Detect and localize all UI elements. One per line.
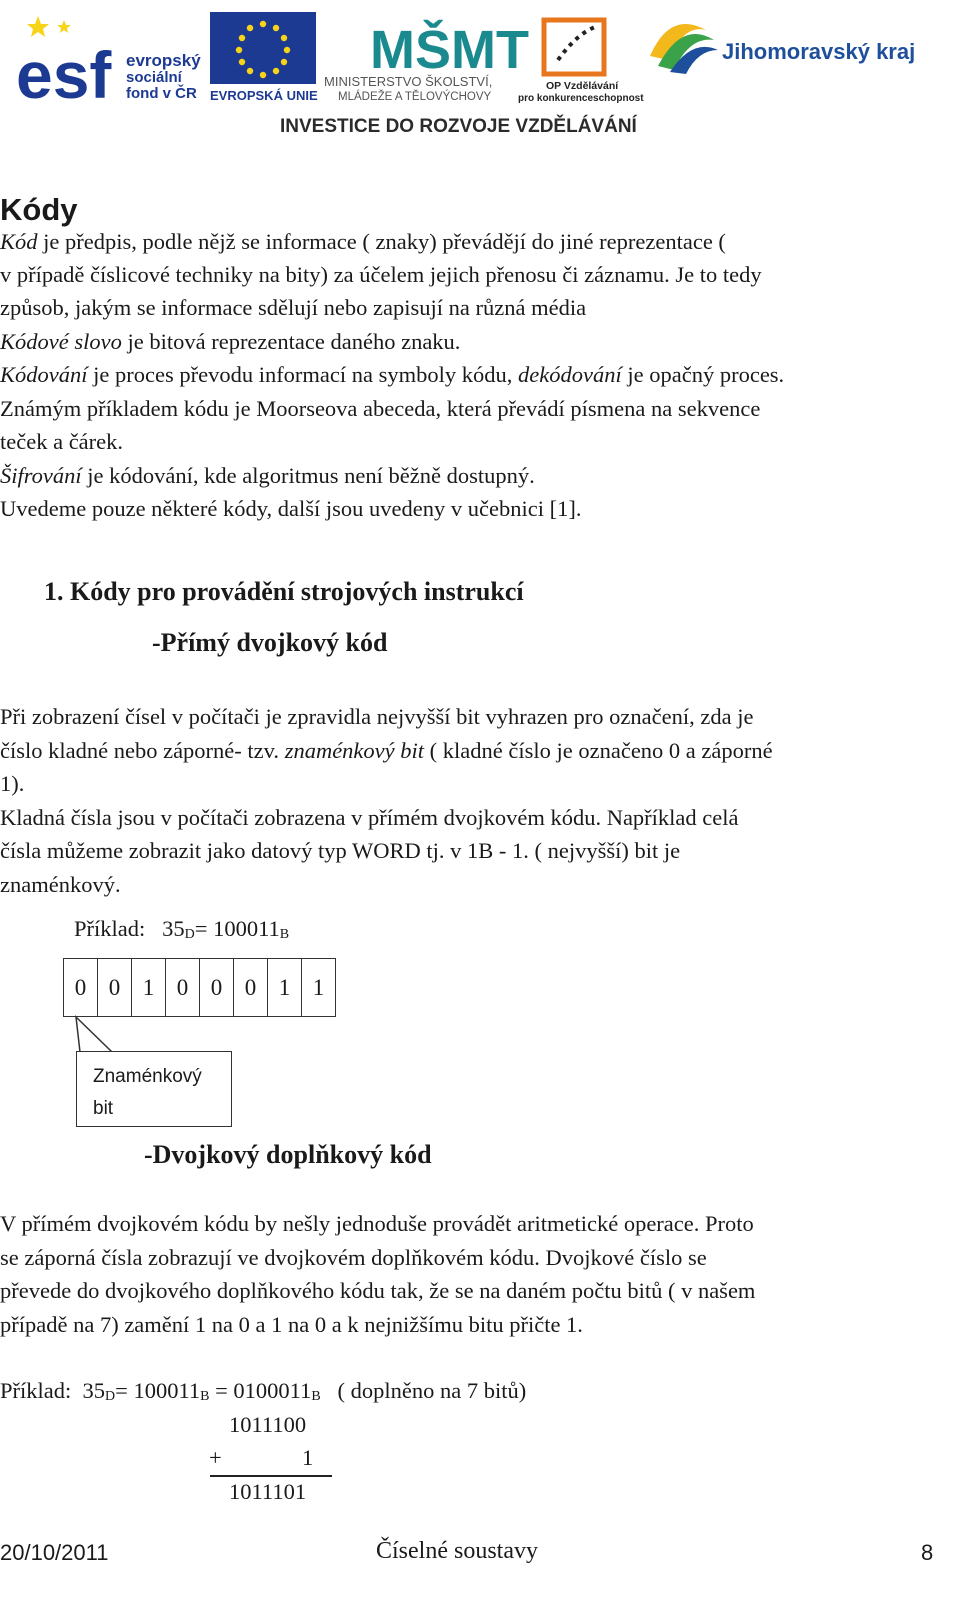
subheading-doplnkovy-kod: -Dvojkový doplňkový kód [144,1140,432,1169]
intro-line-5: Kódování je proces převodu informací na symboly kódu, dekódování je opačný proces. [0,362,785,387]
bit-cell: 0 [64,959,98,1017]
calc-one: 1 [302,1445,314,1470]
bit-cell: 1 [302,959,336,1017]
footer-page-number: 8 [921,1540,934,1565]
calc-plus: + [209,1445,222,1470]
svg-text:fond v ČR: fond v ČR [126,85,197,102]
esf-letters: esf [16,38,112,112]
svg-text:MŠMT: MŠMT [370,20,529,80]
intro-line-9: Uvedeme pouze některé kódy, další jsou uvedeny v učebnici [1]. [0,496,582,521]
sign-bit-callout: Znaménkový bit [76,1051,232,1127]
intro-line-8: Šifrování je kódování, kde algoritmus není běžně dostupný. [0,463,535,488]
intro-line-2: v případě číslicové techniky na bity) za účelem jejich přenosu či záznamu. Je to tedy [0,262,762,287]
s1-line-10: případě na 7) zamění 1 na 0 a 1 na 0 a k nejnižšímu bitu přičte 1. [0,1312,583,1337]
intro-line-7: teček a čárek. [0,429,124,454]
bit-table [63,958,336,1017]
s1-line-1: Při zobrazení čísel v počítači je zpravidla nejvyšší bit vyhrazen pro označení, zda je [0,704,754,729]
footer-date: 20/10/2011 [0,1540,109,1565]
bit-cell: 0 [200,959,234,1017]
s1-line-8: se záporná čísla zobrazují ve dvojkovém doplňkovém kódu. Dvojkové číslo se [0,1245,707,1270]
example-1: Příklad: $35_D= 100011_B$ [74,916,290,942]
bit-cell: 1 [268,959,302,1017]
op-vzdelavani-logo [518,12,644,104]
intro-line-4: Kódové slovo je bitová reprezentace daného znaku. [0,329,461,354]
calc-result: 1011101 [229,1479,307,1504]
calc-row-1: 1011100 [229,1412,307,1437]
intro-line-6: Známým příkladem kódu je Moorseova abeceda, která převádí písmena na sekvence [0,396,761,421]
svg-text:evropský: evropský [126,51,201,70]
s1-line-2: číslo kladné nebo záporné- tzv. znaménkový bit ( kladné číslo je označeno 0 a záporné [0,738,773,763]
subheading-primy-kod: -Přímý dvojkový kód [152,628,388,657]
banner-investice: INVESTICE DO ROZVOJE VZDĚLÁVÁNÍ [280,116,637,137]
callout-pointer [60,1015,140,1055]
intro-line-3: způsob, jakým se informace sdělují nebo zapisují na různá média [0,295,587,320]
s1-line-3: 1). [0,771,25,796]
s1-line-5: čísla můžeme zobrazit jako datový typ WORD tj. v 1B - 1. ( nejvyšší) bit je [0,838,681,863]
example-2: Příklad: $35_D= 100011_B = 0100011_B$ ( doplněno na 7 bitů) [0,1378,527,1404]
svg-text:OP Vzdělávání: OP Vzdělávání [546,80,619,92]
esf-logo [16,14,206,112]
s1-line-9: převede do dvojkového doplňkového kódu tak, že se na daném počtu bitů ( v našem [0,1278,756,1303]
s1-line-4: Kladná čísla jsou v počítači zobrazena v přímém dvojkovém kódu. Například celá [0,805,739,830]
eu-flag-logo [210,12,322,104]
jihomoravsky-kraj-logo [648,16,928,76]
svg-text:MLÁDEŽE A TĚLOVÝCHOVY: MLÁDEŽE A TĚLOVÝCHOVY [338,91,492,103]
svg-text:MINISTERSTVO ŠKOLSTVÍ,: MINISTERSTVO ŠKOLSTVÍ, [324,74,493,89]
section-heading: 1. Kódy pro provádění strojových instrukcí [44,577,524,606]
bit-cell: 0 [98,959,132,1017]
svg-text:EVROPSKÁ UNIE: EVROPSKÁ UNIE [210,88,318,103]
intro-line-1: Kód je předpis, podle nějž se informace ( znaky) převádějí do jiné reprezentace ( [0,229,726,254]
bit-cell: 0 [234,959,268,1017]
svg-text:sociální: sociální [126,69,182,86]
calc-rule [210,1475,332,1477]
s1-line-7: V přímém dvojkovém kódu by nešly jednoduše provádět aritmetické operace. Proto [0,1211,754,1236]
bit-cell: 0 [166,959,200,1017]
s1-line-6: znaménkový. [0,872,121,897]
svg-text:pro konkurenceschopnost: pro konkurenceschopnost [518,93,644,104]
bit-cell: 1 [132,959,166,1017]
page-title: Kódy [0,192,78,227]
footer-title: Číselné soustavy [376,1538,538,1564]
msmt-logo [324,10,529,103]
svg-text:Jihomoravský kraj: Jihomoravský kraj [722,39,916,64]
